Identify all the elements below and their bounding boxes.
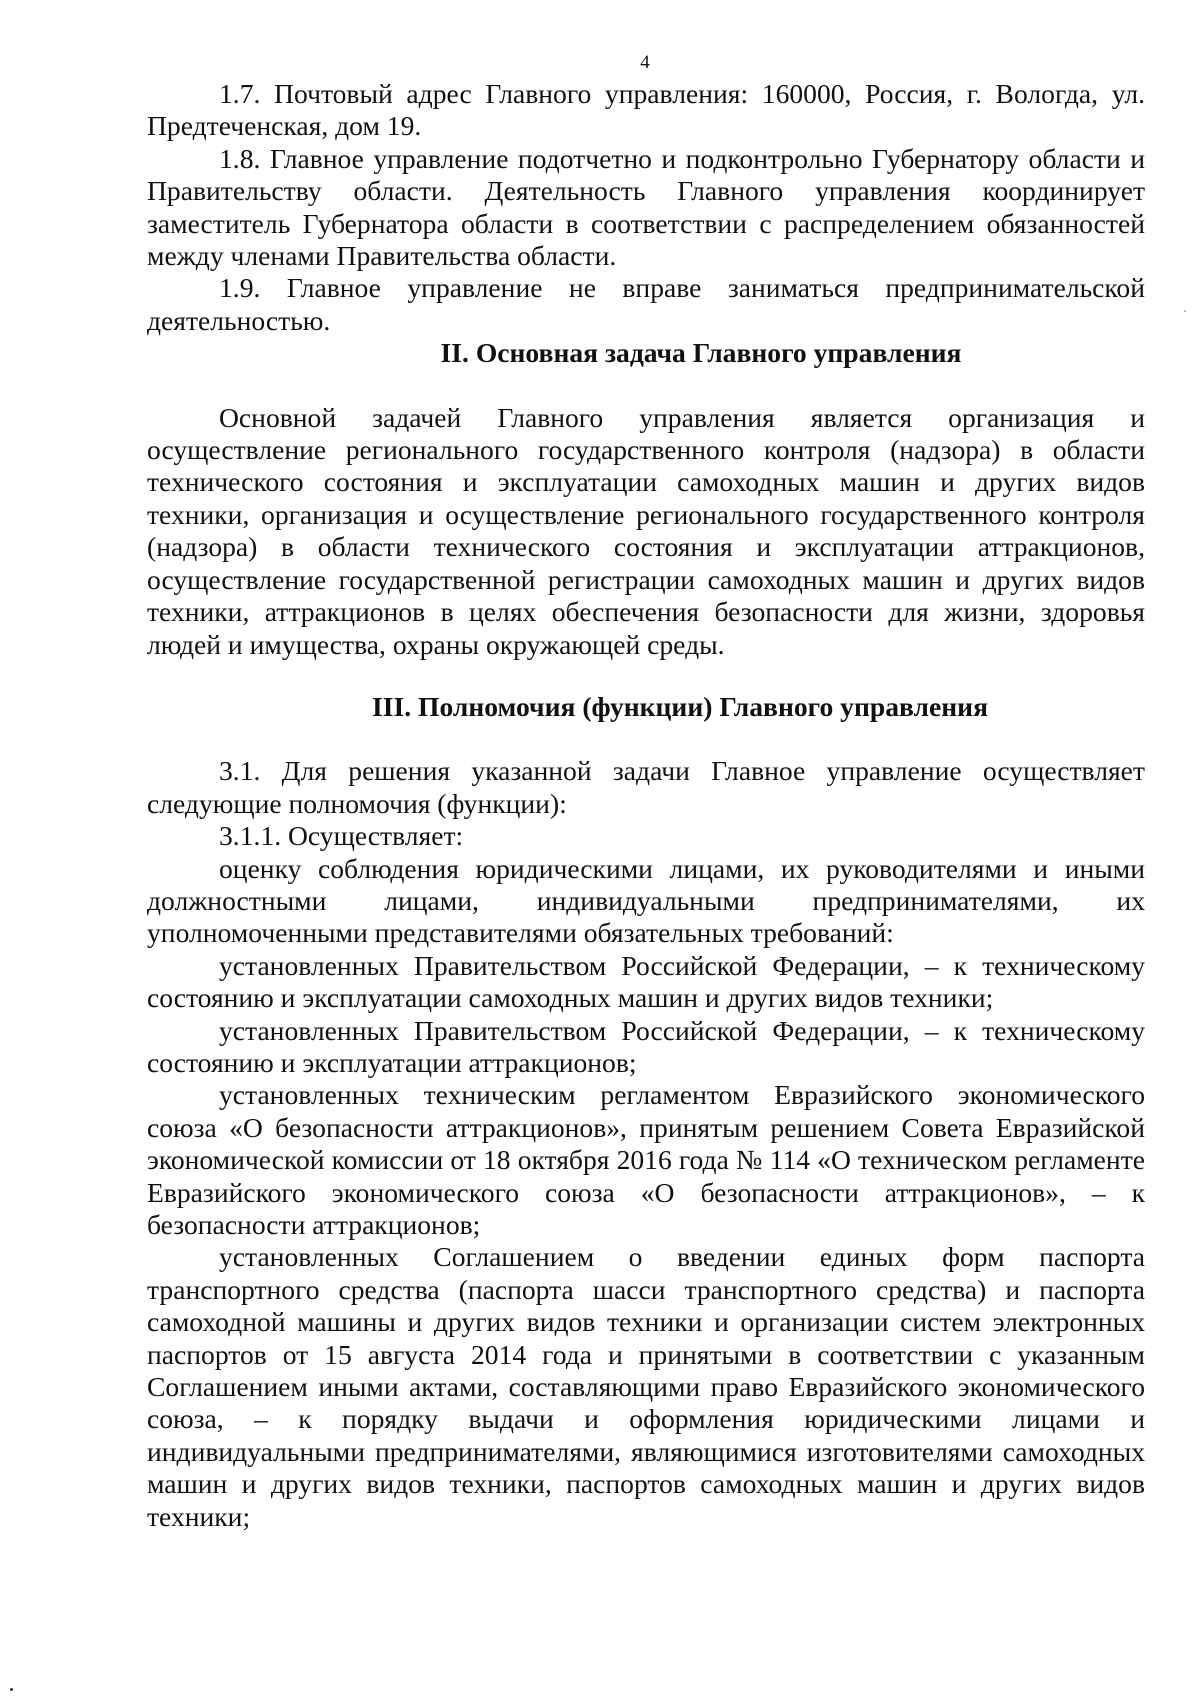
spacer xyxy=(147,661,1145,691)
paragraph-requirement-4: установленных Соглашением о введении единых форм паспорта транспортного средства (паспорта шасси транспортного средства) и паспорта самоходной машины и других видов техники и организации систем электронных паспортов от 15 августа 2014 года и принятыми в соответствии с указанным Соглашением иными актами, составляющими право Евразийского экономического союза, – к порядку выдачи и оформления юридическими лицами и индивидуальными предпринимателями, являющимися изготовителями самоходных машин и других видов техники, паспортов самоходных машин и других видов техники; xyxy=(147,1241,1145,1532)
paragraph-3-1: 3.1. Для решения указанной задачи Главное управление осуществляет следующие полномочия (функции): xyxy=(147,755,1145,819)
spacer xyxy=(147,723,1145,755)
scan-speck xyxy=(1184,310,1186,312)
paragraph-requirement-1: установленных Правительством Российской Федерации, – к техническому состоянию и эксплуатации самоходных машин и других видов техники; xyxy=(147,949,1145,1014)
paragraph-3-1-1: 3.1.1. Осуществляет: xyxy=(219,820,464,852)
section-2-text: Основной задачей Главного управления является организация и осуществление регионального государственного контроля (надзора) в области технического состояния и эксплуатации самоходных машин и других видов техники, организация и осуществление регионального государственного контроля (надзора) в области технического состояния и эксплуатации аттракционов, осуществление государственной регистрации самоходных машин и других видов техники, аттракционов в целях обеспечения безопасности для жизни, здоровья людей и имущества, охраны окружающей среды. xyxy=(147,401,1145,660)
section-3-heading: III. Полномочия (функции) Главного управления xyxy=(371,690,989,722)
paragraph-assessment: оценку соблюдения юридическими лицами, их руководителями и иными должностными лицами, индивидуальными предпринимателями, их уполномоченными представителями обязательных требований: xyxy=(147,852,1145,949)
paragraph-requirement-3: установленных техническим регламентом Евразийского экономического союза «О безопасности аттракционов», принятым решением Совета Евразийской экономической комиссии от 18 октября 2016 года № 114 «О техническом регламенте Евразийского экономического союза «О безопасности аттракционов», – к безопасности аттракционов; xyxy=(147,1079,1145,1240)
paragraph-1-8: 1.8. Главное управление подотчетно и подконтрольно Губернатору области и Правительству области. Деятельность Главного управления координирует заместитель Губернатора области в соответствии с распределением обязанностей между членами Правительства области. xyxy=(147,142,1145,272)
spacer xyxy=(147,370,1145,402)
page-number: 4 xyxy=(640,52,650,73)
paragraph-1-9: 1.9. Главное управление не вправе заниматься предпринимательской деятельностью. xyxy=(147,272,1145,336)
scan-dot xyxy=(10,1688,13,1691)
paragraph-requirement-2: установленных Правительством Российской Федерации, – к техническому состоянию и эксплуатации аттракционов; xyxy=(147,1014,1145,1078)
section-2-heading: II. Основная задача Главного управления xyxy=(440,337,962,369)
document-body xyxy=(147,78,1145,1533)
paragraph-1-7: 1.7. Почтовый адрес Главного управления: 160000, Россия, г. Вологда, ул. Предтеченская, дом 19. xyxy=(147,78,1145,142)
